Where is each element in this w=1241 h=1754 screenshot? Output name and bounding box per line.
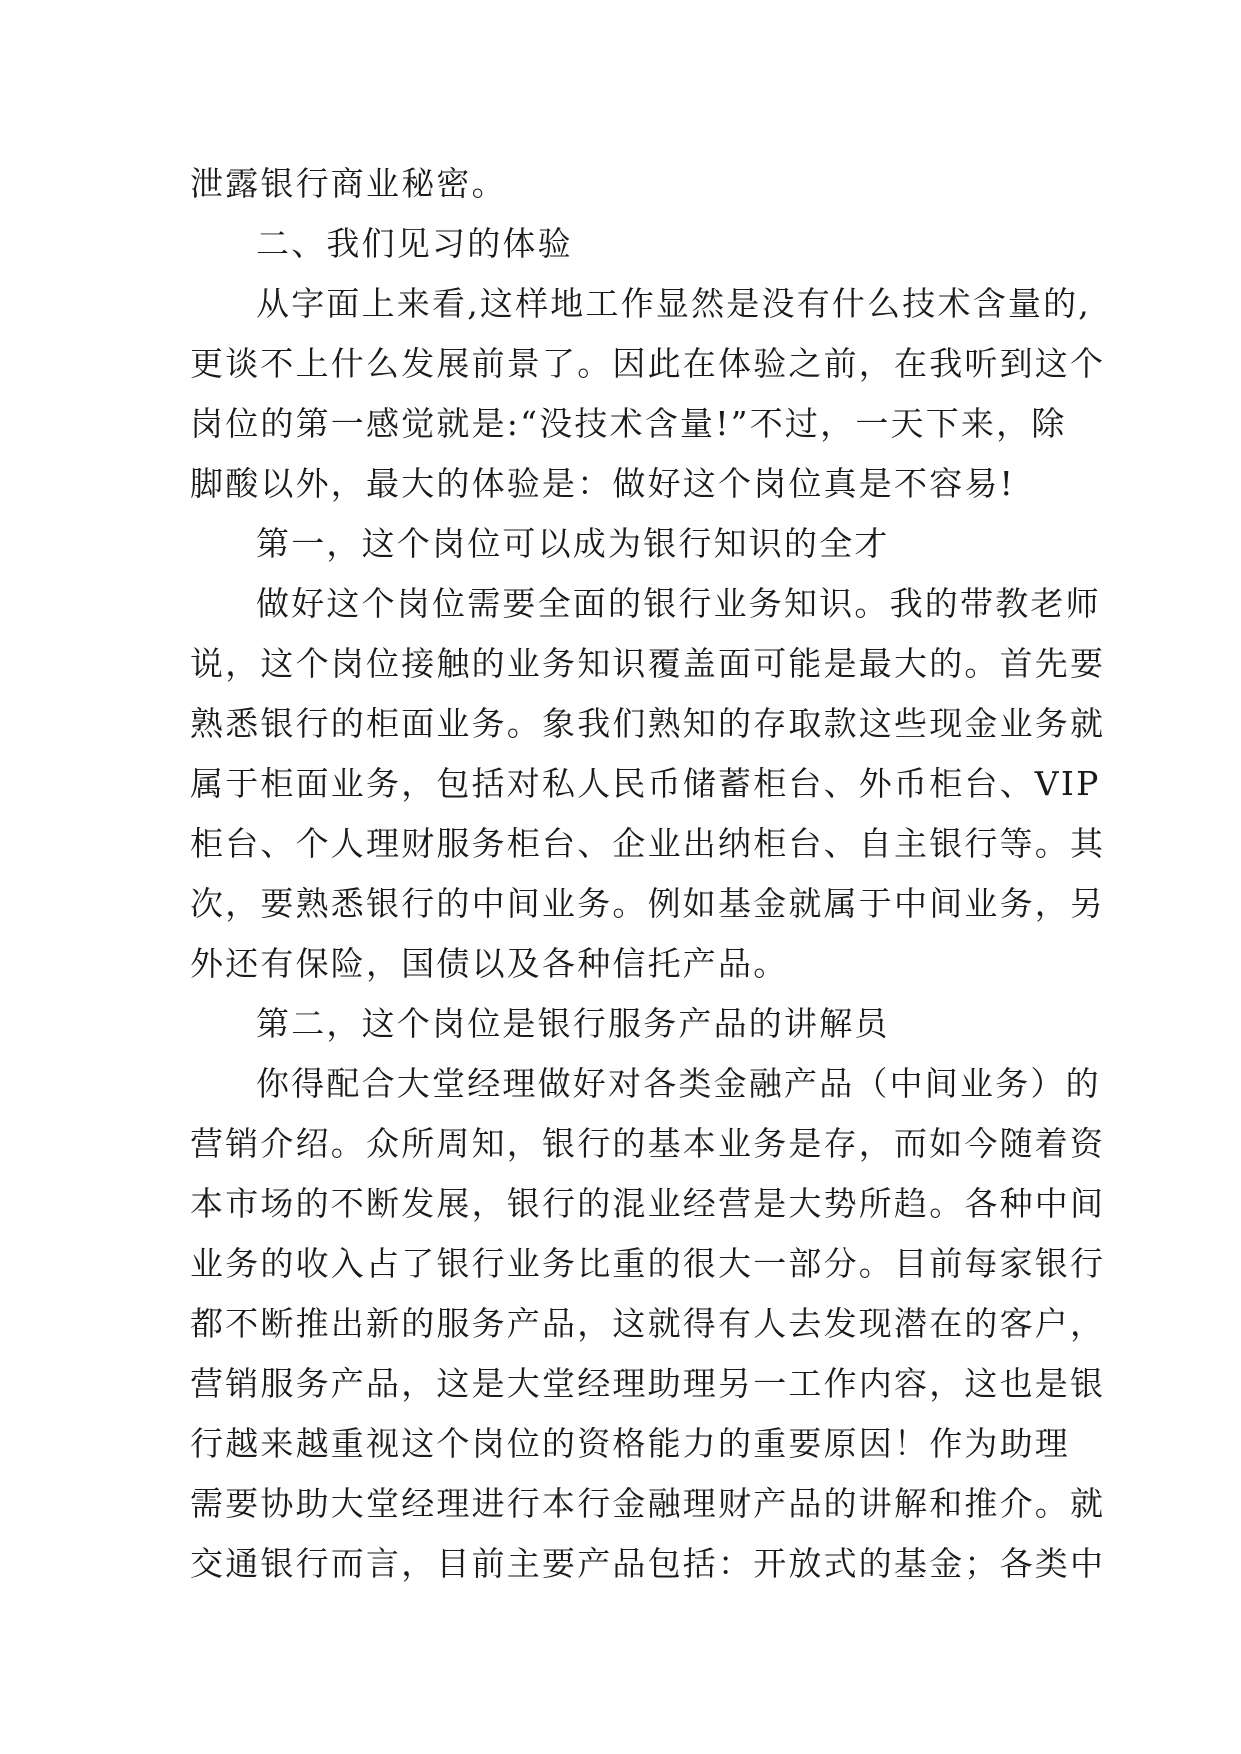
paragraph-line: 更谈不上什么发展前景了。因此在体验之前，在我听到这个 (190, 344, 1106, 383)
paragraph-line: 做好这个岗位需要全面的银行业务知识。我的带教老师 (256, 584, 1101, 623)
paragraph-line: 次，要熟悉银行的中间业务。例如基金就属于中间业务，另 (190, 884, 1106, 923)
paragraph-line: 属于柜面业务，包括对私人民币储蓄柜台、外币柜台、VIP (190, 764, 1101, 803)
paragraph-line: 交通银行而言，目前主要产品包括：开放式的基金；各类中 (190, 1544, 1106, 1583)
paragraph-line: 你得配合大堂经理做好对各类金融产品（中间业务）的 (256, 1064, 1101, 1103)
paragraph-line: 外还有保险，国债以及各种信托产品。 (190, 944, 789, 983)
document-body (190, 154, 1106, 1594)
paragraph-line: 说，这个岗位接触的业务知识覆盖面可能是最大的。首先要 (190, 644, 1106, 683)
paragraph-line: 熟悉银行的柜面业务。象我们熟知的存取款这些现金业务就 (190, 704, 1106, 743)
paragraph-line: 柜台、个人理财服务柜台、企业出纳柜台、自主银行等。其 (190, 824, 1106, 863)
paragraph-line: 都不断推出新的服务产品，这就得有人去发现潜在的客户， (190, 1304, 1106, 1343)
paragraph-line: 从字面上来看,这样地工作显然是没有什么技术含量的, (256, 284, 1091, 323)
section-heading: 二、我们见习的体验 (256, 224, 573, 263)
paragraph-line: 行越来越重视这个岗位的资格能力的重要原因！作为助理 (190, 1424, 1070, 1463)
paragraph-line: 营销服务产品，这是大堂经理助理另一工作内容，这也是银 (190, 1364, 1106, 1403)
paragraph-line: 需要协助大堂经理进行本行金融理财产品的讲解和推介。就 (190, 1484, 1106, 1523)
paragraph-line: 脚酸以外，最大的体验是：做好这个岗位真是不容易! (190, 464, 1016, 503)
subsection-heading: 第二，这个岗位是银行服务产品的讲解员 (256, 1004, 890, 1043)
paragraph-line: 泄露银行商业秘密。 (190, 164, 507, 203)
paragraph-line: 营销介绍。众所周知，银行的基本业务是存，而如今随着资 (190, 1124, 1106, 1163)
paragraph-line: 本市场的不断发展，银行的混业经营是大势所趋。各种中间 (190, 1184, 1106, 1223)
paragraph-line: 业务的收入占了银行业务比重的很大一部分。目前每家银行 (190, 1244, 1106, 1283)
paragraph-line: 岗位的第一感觉就是:“没技术含量!”不过，一天下来，除 (190, 404, 1067, 443)
subsection-heading: 第一，这个岗位可以成为银行知识的全才 (256, 524, 890, 563)
